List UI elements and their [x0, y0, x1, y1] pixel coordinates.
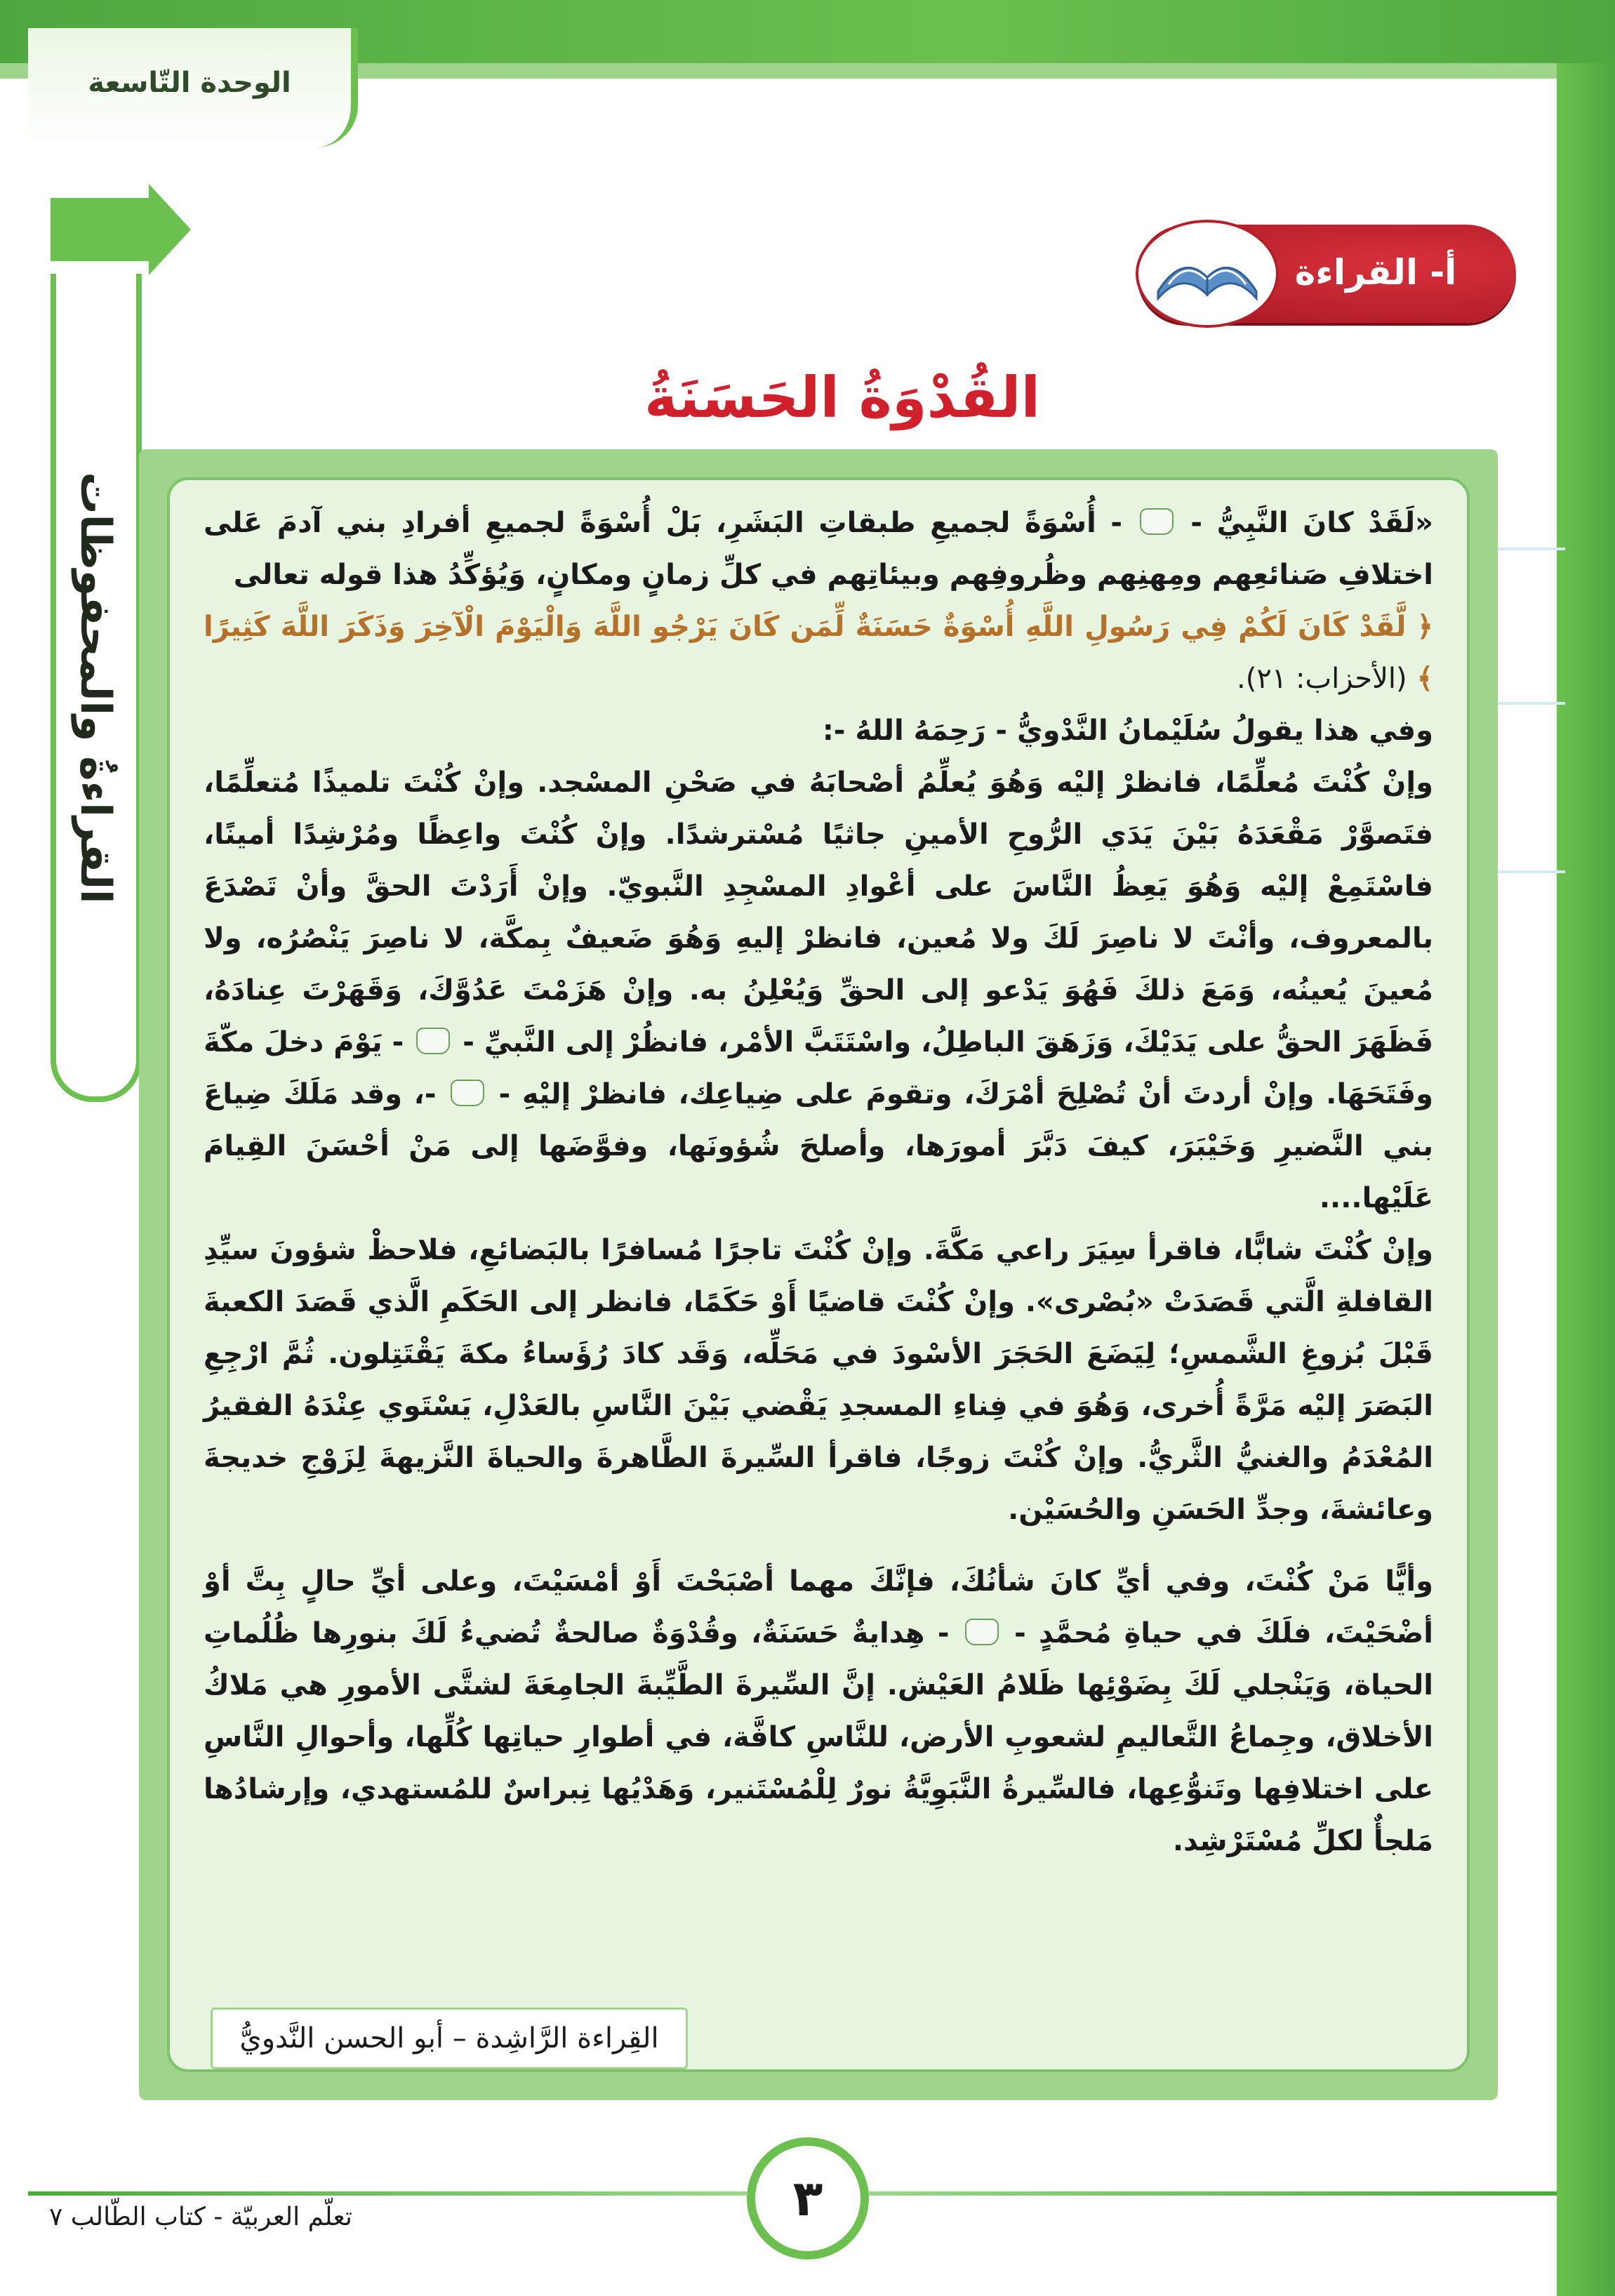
- unit-label: الوحدة التّاسعة: [88, 67, 291, 99]
- salla-symbol-icon: [965, 1619, 999, 1645]
- paragraph-quran: [204, 601, 1433, 705]
- paragraph-body-1: [204, 757, 1433, 1224]
- salla-symbol-icon: [1140, 508, 1174, 535]
- footer-line-left: [28, 2191, 747, 2196]
- salla-symbol-icon: [416, 1028, 450, 1054]
- text-span: - هِدايةٌ حَسَنَةٌ، وقُدْوَةٌ صالحةٌ تُضيءُ لَكَ بنورِها ظُلُماتِ الحياة، وَيَنْجلي لَكَ بِضَوْئِها ظَلامُ العَيْش. إنَّ السِّيرةَ الطَّيِّبةَ الجامِعَةَ لشتَّى الأمورِ هي مَلاكُ الأخلاق، وجِماعُ التَّعاليمِ لشعوبِ الأرض، للنَّاسِ كافَّة، في أطوارِ حياتِها كُلِّها، وأحوالِ النَّاسِ على اختلافِها وتَنوُّعِها، فالسِّيرةُ النَّبَوِيَّةُ نورٌ لِلْمُسْتَنير، وَهَدْيُها نِبراسٌ للمُستهدي، وإرشادُها مَلجأٌ لكلِّ مُسْتَرْشِد.: [204, 1617, 1433, 1857]
- text-span: - أُسْوَةً لجميعِ طبقاتِ البَشَرِ، بَلْ أُسْوَةً لجميعِ أفرادِ بني آدمَ عَلى اختلافِ صَنائعِهم ومِهنِهم وظُروفِهم وبيئاتِهم في كلِّ زمانٍ ومكانٍ، وَيُؤكِّدُ هذا قوله تعالى: [204, 507, 1433, 591]
- paragraph-gap: [204, 1536, 1433, 1555]
- right-green-bar: [1557, 63, 1615, 2296]
- text-span: وإنْ كُنْتَ مُعلِّمًا، فانظرْ إليْه وَهُوَ يُعلِّمُ أصْحابَهُ في صَحْنِ المسْجد. وإنْ كُنْتَ تلميذًا مُتعلِّمًا، فتَصوَّرْ مَقْعَدَهُ بَيْنَ يَدَي الرُّوحِ الأمينِ جاثيًا مُسْترشدًا. وإنْ كُنْتَ واعِظًا ومُرْشِدًا أمينًا، فاسْتَمِعْ إليْه وَهُوَ يَعِظُ النَّاسَ على أعْوادِ المسْجِدِ النَّبويّ. وإنْ أَرَدْتَ الحقَّ وأنْ تَصْدَعَ بالمعروف، وأنْتَ لا ناصِرَ لَكَ ولا مُعين، فانظرْ إليهِ وَهُوَ ضَعيفٌ بِمكَّة، لا ناصِرَ يَنْصُرُه، ولا مُعينَ يُعينُه، وَمَعَ ذلكَ فَهُوَ يَدْعو إلى الحقِّ وَيُعْلِنُ به. وإنْ هَزَمْتَ عَدُوَّكَ، وَقَهَرْتَ عِنادَهُ، فَظَهَرَ الحقُّ على يَدَيْكَ، وَزَهَقَ الباطِلُ، واسْتَتَبَّ الأمْر، فانظُرْ إلى النَّبيِّ -: [204, 767, 1434, 1059]
- paragraph-quote-intro: وفي هذا يقولُ سُلَيْمانُ النَّدْويُّ - رَحِمَهُ اللهُ -:: [822, 715, 1433, 747]
- passage-text: [204, 497, 1433, 1867]
- source-citation: القِراءة الرَّاشِدة – أبو الحسن النَّدويُّ: [211, 2008, 688, 2069]
- text-span: وأيًّا مَنْ كُنْتَ، وفي أيِّ كانَ شأنُكَ، فإنَّكَ مهما أصْبَحْتَ أَوْ أمْسَيْتَ، وعلى أيِّ حالٍ بِتَّ أوْ أضْحَيْتَ، فلَكَ في حياةِ مُحمَّدٍ -: [204, 1565, 1433, 1650]
- paragraph-body-2: وإنْ كُنْتَ شابًّا، فاقرأ سِيَرَ راعي مَكَّةَ. وإنْ كُنْتَ تاجرًا مُسافرًا بالبَضائعِ، فلاحظْ شؤونَ سيِّدِ القافلةِ الَّتي قَصَدَتْ «بُصْرى». وإنْ كُنْتَ قاضيًا أَوْ حَكَمًا، فانظر إلى الحَكَمِ الَّذي قَصَدَ الكعبةَ قَبْلَ بُزوغِ الشَّمسِ؛ لِيَضَعَ الحَجَرَ الأسْودَ في مَحَلِّه، وَقَد كادَ رُؤَساءُ مكةَ يَقْتَتِلون. ثُمَّ ارْجِعِ البَصَرَ إليْه مَرَّةً أُخرى، وَهُوَ في فِناءِ المسجدِ يَقْضي بَيْنَ النَّاسِ بالعَدْلِ، يَسْتَوي عِنْدَهُ الفقيرُ المُعْدَمُ والغنيُّ الثَّريُّ. وإنْ كُنْتَ زوجًا، فاقرأ السِّيرةَ الطَّاهرةَ والحياةَ النَّزيهةَ لِزَوْجِ خديجةَ وعائشةَ، وجدِّ الحَسَنِ والحُسَيْن.: [204, 1234, 1433, 1526]
- section-badge-label: أ- القراءة: [1294, 252, 1457, 293]
- quran-verse: ﴿ لَّقَدْ كَانَ لَكُمْ فِي رَسُولِ اللَّهِ أُسْوَةٌ حَسَنَةٌ لِّمَن كَانَ يَرْجُو اللَّهَ وَالْيَوْمَ الْآخِرَ وَذَكَرَ اللَّهَ كَثِيرًا ﴾: [204, 611, 1433, 695]
- footer-book-title: تعلّم العربيّة - كتاب الطّالب ٧: [49, 2203, 352, 2231]
- book-icon: [1130, 211, 1284, 330]
- salla-symbol-icon: [451, 1080, 484, 1106]
- text-span: - يَوْمَ دخلَ مكّةَ وفَتَحَهَا. وإنْ أردتَ أنْ تُصْلِحَ أمْرَكَ، وتقومَ على ضِياعِك، فانظرْ إليْهِ -: [204, 1026, 1433, 1110]
- text-span: «لَقَدْ كانَ النَّبِيُّ -: [1190, 507, 1433, 539]
- paragraph-body-3: [204, 1555, 1433, 1867]
- text-span: -، وقد مَلَكَ ضِياعَ بني النَّضيرِ وَخَيْبَرَ، كيفَ دَبَّرَ أمورَها، وأصلحَ شُؤونَها، وفوَّضَها إلى مَنْ أحْسَنَ القِيامَ عَلَيْها....: [204, 1078, 1433, 1214]
- paragraph-intro: [204, 497, 1433, 601]
- arrow-right-icon: [51, 184, 191, 275]
- quran-reference: (الأحزاب: ٢١).: [1237, 663, 1407, 695]
- footer-line-right: [869, 2191, 1557, 2196]
- page-title: القُدْوَةُ الحَسَنَةُ: [644, 365, 1040, 430]
- side-tab-label: القراءةُ والمحفوظات: [71, 472, 120, 904]
- page-number: ٣: [747, 2137, 869, 2259]
